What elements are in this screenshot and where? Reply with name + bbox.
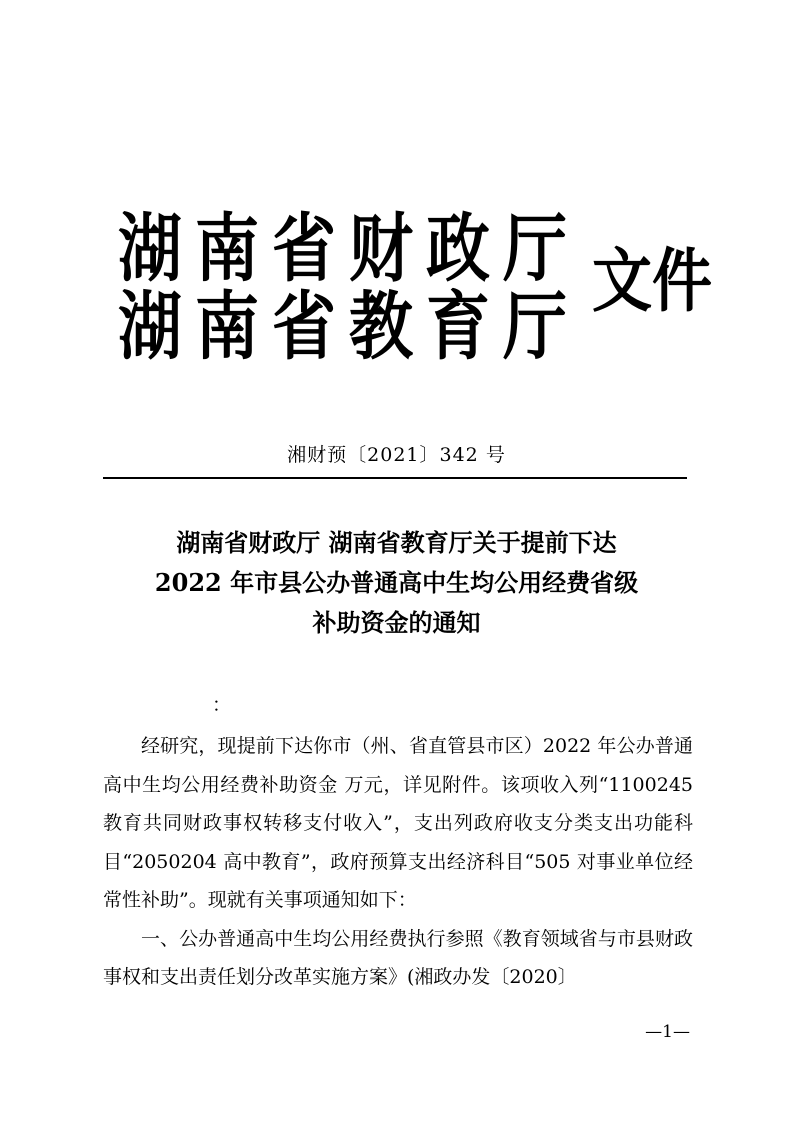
title-line-3: 补助资金的通知 xyxy=(312,608,481,637)
document-title xyxy=(100,523,693,643)
document-header xyxy=(118,205,718,380)
title-line-2: 2022 年市县公办普通高中生均公用经费省级 xyxy=(154,568,639,597)
header-divider xyxy=(103,477,687,479)
document-number: 湘财预〔2021〕342 号 xyxy=(287,444,506,466)
page-number: —1— xyxy=(645,1022,690,1042)
issuing-agency-finance: 湖南省财政厅 xyxy=(118,207,580,293)
issuing-agency-education: 湖南省教育厅 xyxy=(118,285,580,371)
body-paragraph-2: 一、公办普通高中生均公用经费执行参照《教育领域省与市县财政事权和支出责任划分改革实施方案》(湘政办发〔2020〕 xyxy=(103,927,693,988)
document-type-label: 文件 xyxy=(592,241,712,322)
title-line-1: 湖南省财政厅 湖南省教育厅关于提前下达 xyxy=(176,528,617,557)
salutation: ： xyxy=(212,694,232,716)
document-body xyxy=(103,727,693,997)
body-paragraph-1: 经研究，现提前下达你市（州、省直管县市区）2022 年公办普通高中生均公用经费补助资金 万元，详见附件。该项收入列“1100245 教育共同财政事权转移支付收入”，支出列政府收支分类支出功能科目“2050204 高中教育”，政府预算支出经济科目“505 对事业单位经常性补助”。现就有关事项通知如下： xyxy=(103,735,693,911)
